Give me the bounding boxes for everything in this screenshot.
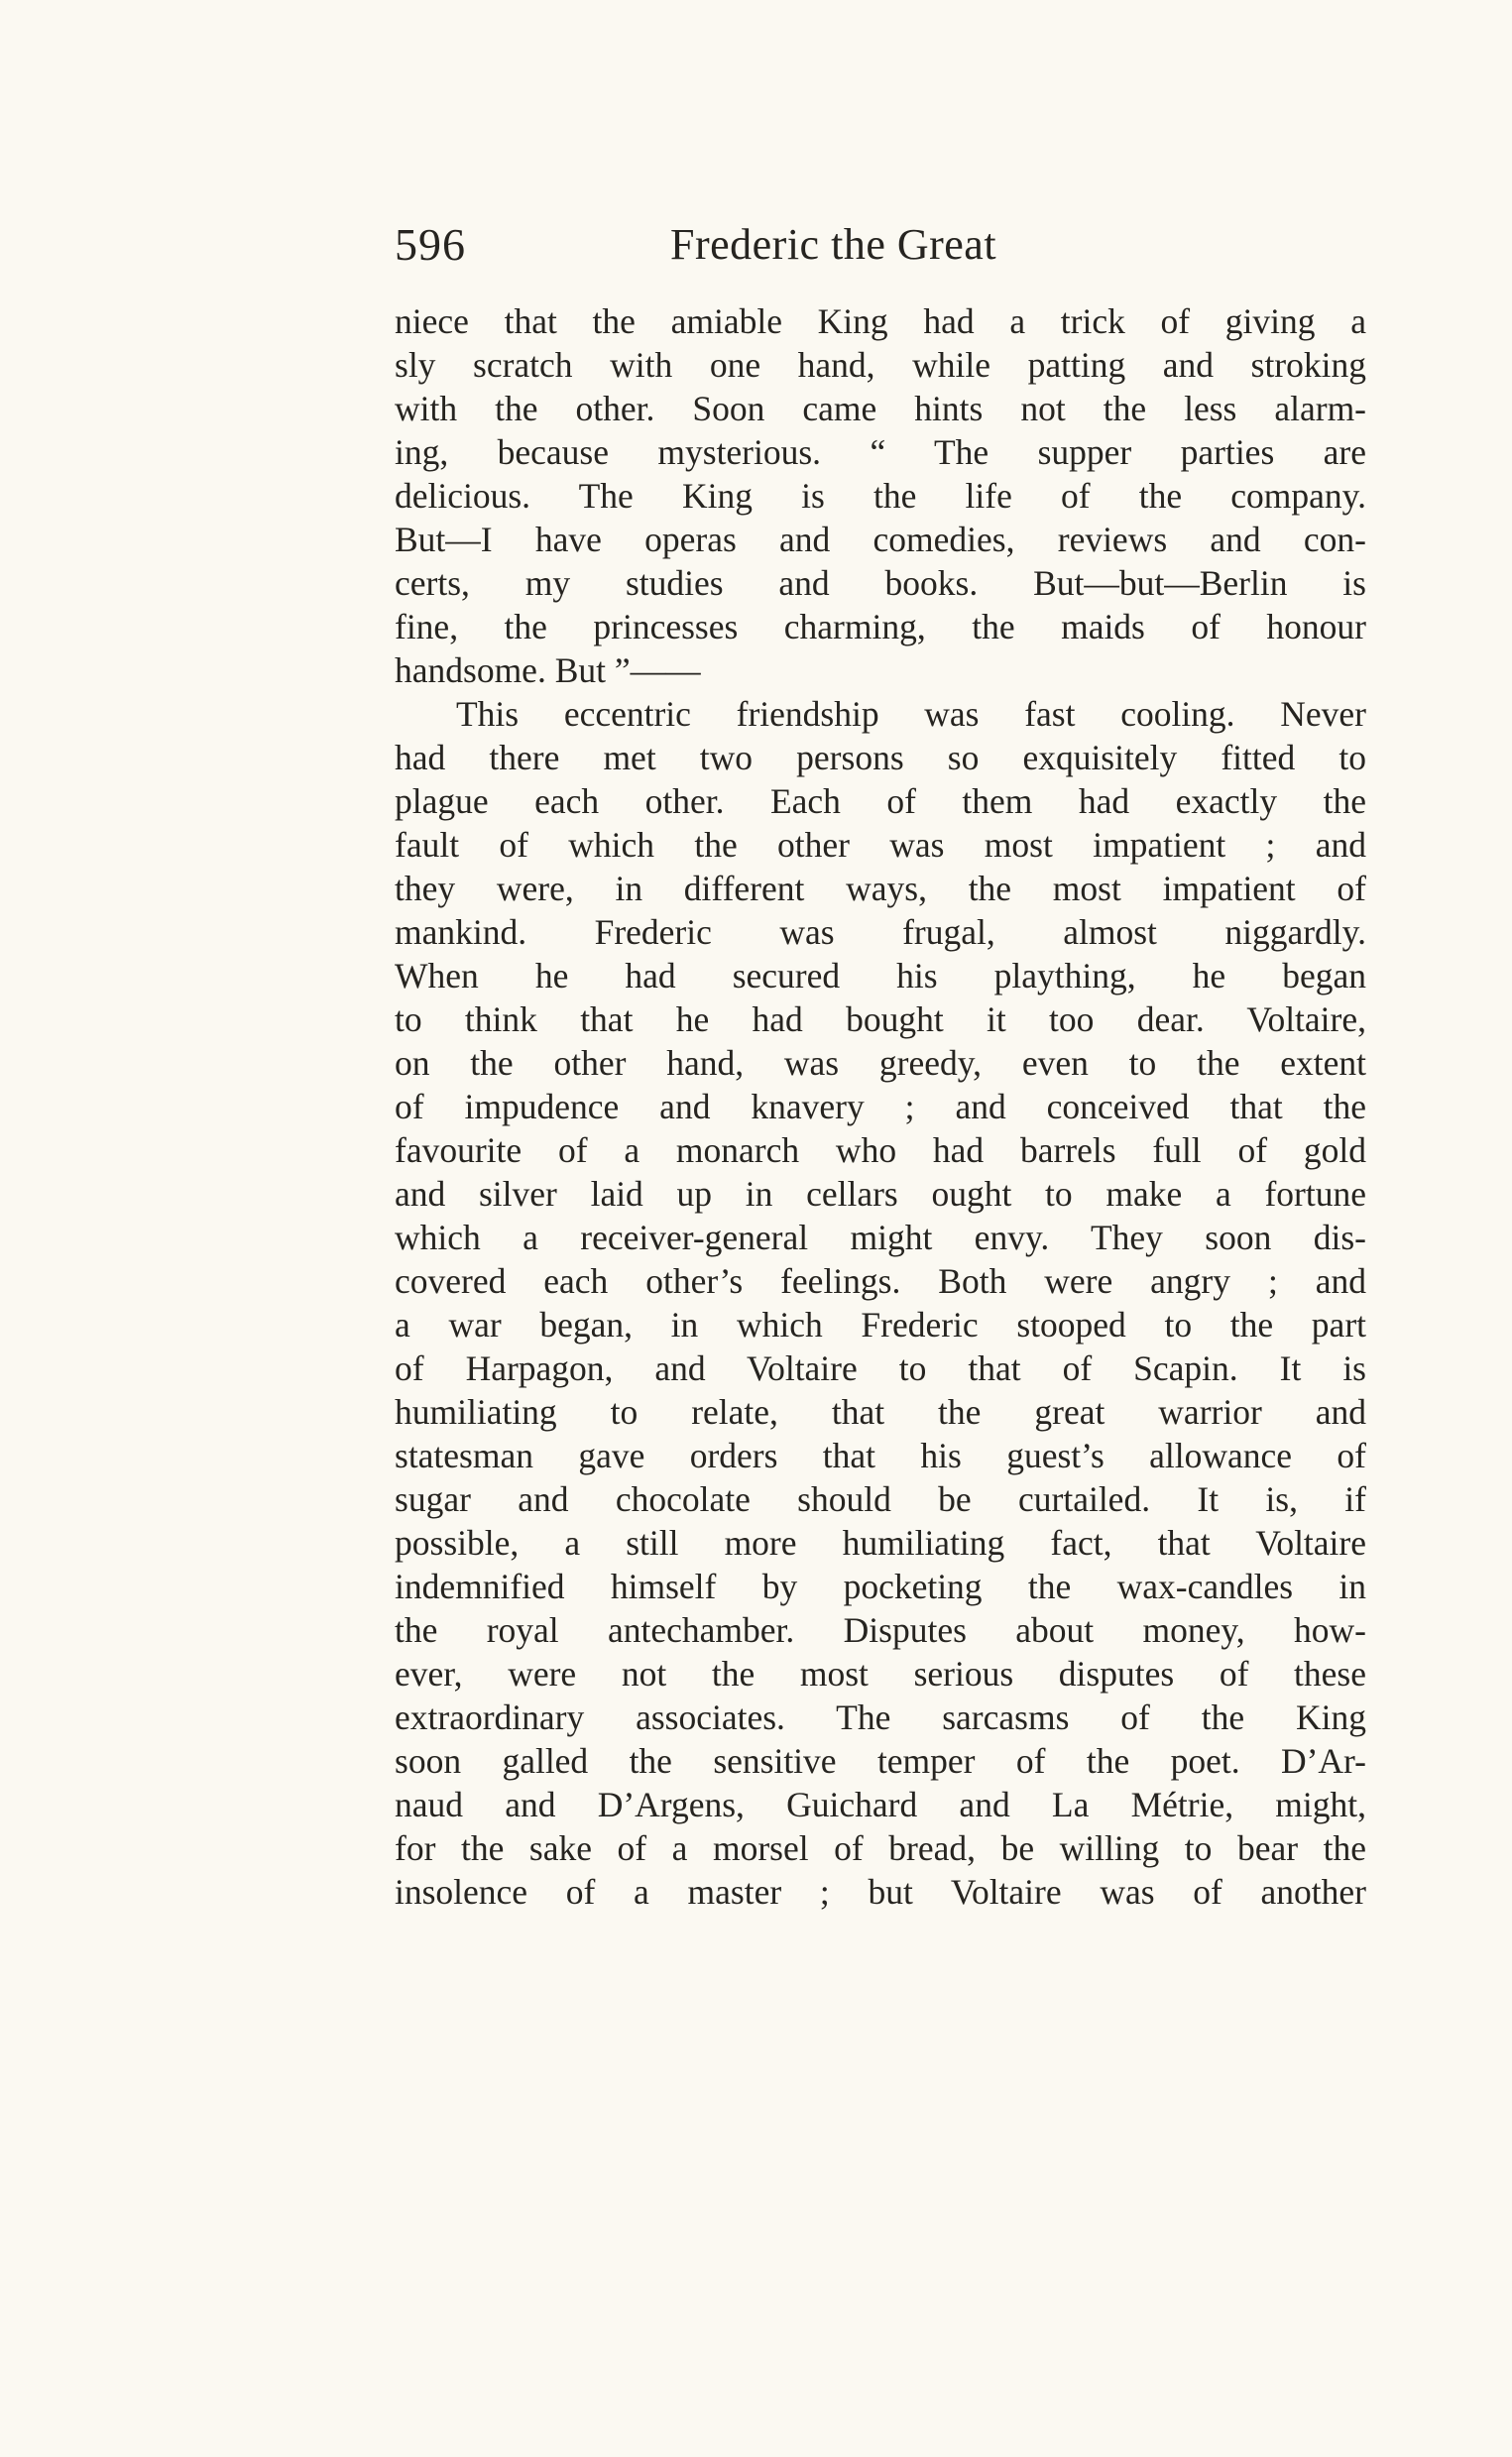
text-line: naud and D’Argens, Guichard and La Métrie, might, (395, 1785, 1366, 1824)
text-line: statesman gave orders that his guest’s allowance of (395, 1436, 1366, 1475)
text-line: for the sake of a morsel of bread, be willing to bear the (395, 1828, 1366, 1868)
text-line: covered each other’s feelings. Both were angry ; and (395, 1261, 1366, 1301)
text-line: soon galled the sensitive temper of the poet. D’Ar- (395, 1741, 1366, 1781)
text-line: ever, were not the most serious disputes of these (395, 1654, 1366, 1694)
text-line: insolence of a master ; but Voltaire was of another (395, 1872, 1366, 1912)
text-line: sly scratch with one hand, while patting and stroking (395, 345, 1366, 385)
text-line: to think that he had bought it too dear. Voltaire, (395, 999, 1366, 1039)
text-line: delicious. The King is the life of the company. (395, 476, 1366, 516)
text-line: fine, the princesses charming, the maids of honour (395, 607, 1366, 646)
running-title: Frederic the Great (670, 220, 997, 269)
text-line: possible, a still more humiliating fact, that Voltaire (395, 1523, 1366, 1563)
text-line: which a receiver-general might envy. They soon dis- (395, 1218, 1366, 1257)
text-line: plague each other. Each of them had exactly the (395, 781, 1366, 821)
body-text (395, 299, 1366, 1914)
page-number: 596 (395, 219, 466, 270)
text-line: favourite of a monarch who had barrels full of gold (395, 1130, 1366, 1170)
text-line: they were, in different ways, the most impatient of (395, 869, 1366, 908)
running-header (395, 213, 1089, 277)
text-line: But—I have operas and comedies, reviews and con- (395, 520, 1366, 559)
text-line-paragraph-end: handsome. But ”—— (395, 650, 701, 690)
text-line: humiliating to relate, that the great warrior and (395, 1392, 1366, 1432)
text-line: extraordinary associates. The sarcasms of the King (395, 1697, 1366, 1737)
text-line: of impudence and knavery ; and conceived that the (395, 1087, 1366, 1126)
text-line: sugar and chocolate should be curtailed. It is, if (395, 1479, 1366, 1519)
text-line: and silver laid up in cellars ought to make a fortune (395, 1174, 1366, 1214)
text-line: mankind. Frederic was frugal, almost niggardly. (395, 912, 1366, 952)
text-line: had there met two persons so exquisitely fitted to (395, 738, 1366, 777)
text-line: the royal antechamber. Disputes about money, how- (395, 1610, 1366, 1650)
text-line: on the other hand, was greedy, even to the extent (395, 1043, 1366, 1083)
text-line: of Harpagon, and Voltaire to that of Scapin. It is (395, 1348, 1366, 1388)
text-line: with the other. Soon came hints not the less alarm- (395, 389, 1366, 428)
text-line: fault of which the other was most impatient ; and (395, 825, 1366, 865)
text-line: indemnified himself by pocketing the wax-candles in (395, 1567, 1366, 1606)
text-line: niece that the amiable King had a trick of giving a (395, 301, 1366, 341)
text-line: a war began, in which Frederic stooped to the part (395, 1305, 1366, 1345)
text-line: ing, because mysterious. “ The supper parties are (395, 432, 1366, 472)
text-line: When he had secured his plaything, he began (395, 956, 1366, 995)
text-line: certs, my studies and books. But—but—Berlin is (395, 563, 1366, 603)
text-line-paragraph-start: This eccentric friendship was fast cooling. Never (456, 694, 1366, 734)
